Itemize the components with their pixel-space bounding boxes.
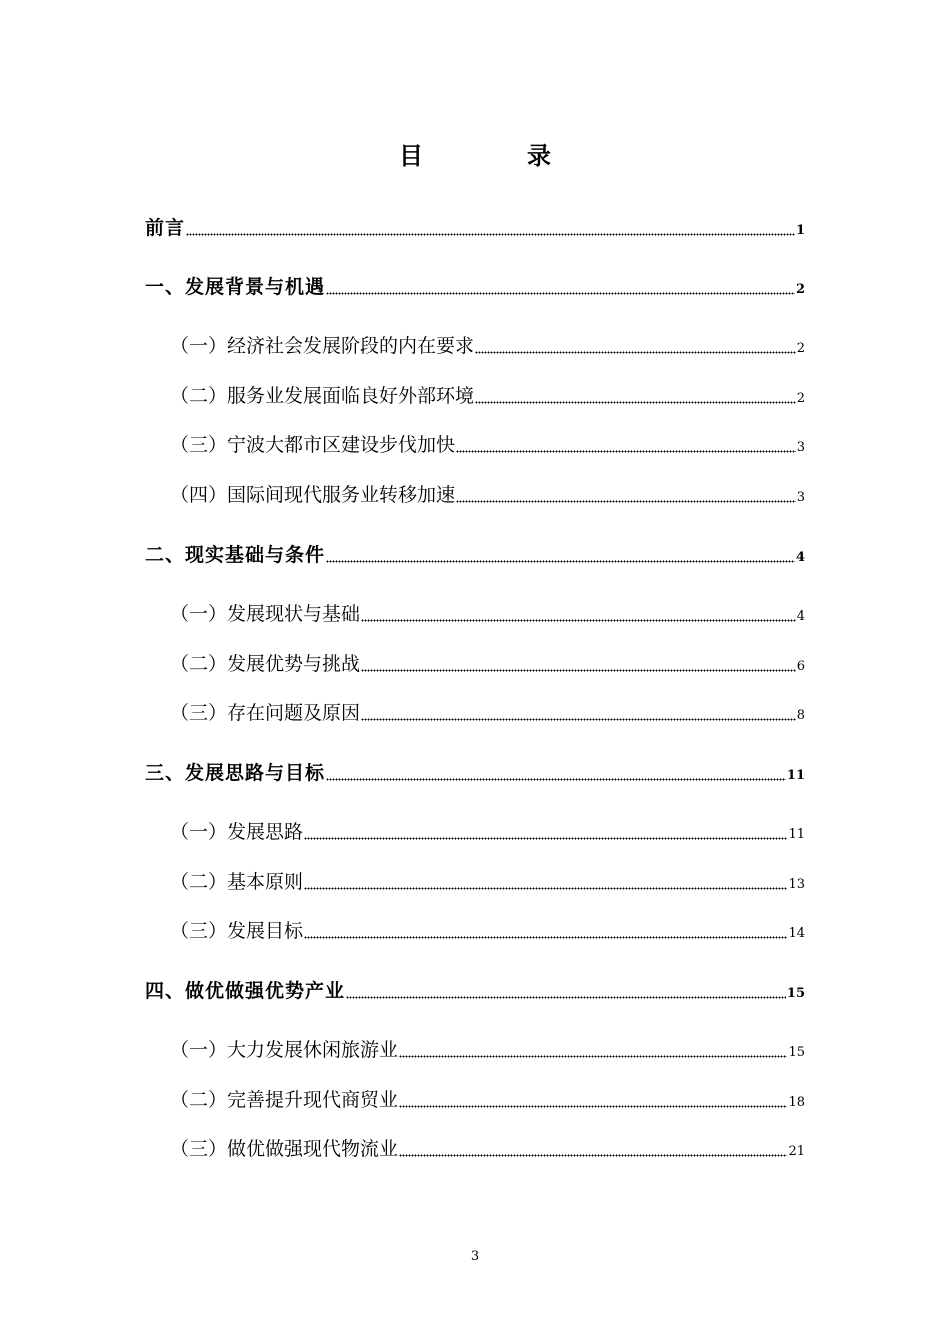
- leader-dots: [361, 658, 796, 672]
- toc-entry-page: 2: [796, 391, 805, 406]
- toc-entry-page: 3: [796, 440, 805, 455]
- toc-entry-page: 11: [788, 827, 805, 842]
- toc-entry[interactable]: [170, 328, 805, 358]
- toc-entry[interactable]: [170, 913, 805, 943]
- toc-entry-label: （一）发展思路: [170, 821, 304, 843]
- toc-entry-label: 一、发展背景与机遇: [145, 276, 326, 298]
- leader-dots: [326, 549, 795, 563]
- toc-entry[interactable]: [170, 596, 805, 626]
- toc-entry-label: 前言: [145, 217, 186, 239]
- leader-dots: [186, 222, 795, 236]
- toc-entry-label: （三）做优做强现代物流业: [170, 1138, 399, 1160]
- toc-entry[interactable]: [170, 864, 805, 894]
- leader-dots: [361, 707, 796, 721]
- leader-dots: [304, 925, 787, 939]
- toc-entry[interactable]: [170, 1082, 805, 1112]
- toc-entry-page: 1: [795, 223, 805, 238]
- toc-entry[interactable]: [145, 210, 805, 240]
- toc-entry[interactable]: [170, 378, 805, 408]
- leader-dots: [399, 1143, 787, 1157]
- toc-entry-label: 三、发展思路与目标: [145, 762, 326, 784]
- leader-dots: [304, 876, 787, 890]
- toc-entry-page: 8: [796, 708, 805, 723]
- toc-entry[interactable]: [170, 477, 805, 507]
- toc-entry-label: （一）大力发展休闲旅游业: [170, 1039, 399, 1061]
- toc-entry-label: 二、现实基础与条件: [145, 544, 326, 566]
- toc-title: 目 录: [399, 141, 591, 170]
- leader-dots: [346, 985, 786, 999]
- toc-entry[interactable]: [145, 755, 805, 785]
- toc-entry[interactable]: [170, 427, 805, 457]
- leader-dots: [456, 489, 796, 503]
- toc-entry[interactable]: [170, 1131, 805, 1161]
- toc-entry-page: 11: [786, 768, 805, 783]
- toc-entry-label: （一）经济社会发展阶段的内在要求: [170, 335, 475, 357]
- toc-entry-page: 6: [796, 659, 805, 674]
- leader-dots: [326, 281, 795, 295]
- toc-entry-label: （二）服务业发展面临良好外部环境: [170, 385, 475, 407]
- toc-entry[interactable]: [145, 269, 805, 299]
- toc-entry[interactable]: [145, 973, 805, 1003]
- toc-entry[interactable]: [170, 695, 805, 725]
- toc-entry-label: （二）基本原则: [170, 871, 304, 893]
- leader-dots: [399, 1044, 787, 1058]
- toc-entry-page: 4: [795, 550, 805, 565]
- toc-entry[interactable]: [170, 1032, 805, 1062]
- toc-entry[interactable]: [145, 537, 805, 567]
- toc-entry-label: 四、做优做强优势产业: [145, 980, 346, 1002]
- toc-entry-page: 15: [786, 986, 805, 1001]
- toc-entry-page: 2: [796, 341, 805, 356]
- toc-entry-label: （三）存在问题及原因: [170, 702, 361, 724]
- leader-dots: [361, 608, 796, 622]
- toc-entry-label: （四）国际间现代服务业转移加速: [170, 484, 456, 506]
- toc-entry-label: （二）完善提升现代商贸业: [170, 1089, 399, 1111]
- toc-entry[interactable]: [170, 814, 805, 844]
- toc-entry-label: （三）宁波大都市区建设步伐加快: [170, 434, 456, 456]
- toc-entry-page: 2: [795, 282, 805, 297]
- leader-dots: [304, 826, 787, 840]
- toc-entry-label: （一）发展现状与基础: [170, 603, 361, 625]
- leader-dots: [326, 767, 786, 781]
- toc-entry-page: 13: [788, 877, 805, 892]
- leader-dots: [399, 1094, 787, 1108]
- toc-entry-label: （二）发展优势与挑战: [170, 653, 361, 675]
- leader-dots: [475, 340, 796, 354]
- toc-entry-page: 14: [788, 926, 805, 941]
- toc-entry-page: 4: [796, 609, 805, 624]
- toc-entry-label: （三）发展目标: [170, 920, 304, 942]
- leader-dots: [456, 439, 796, 453]
- page-number-footer: 3: [470, 1249, 480, 1264]
- toc-entry-page: 3: [796, 490, 805, 505]
- leader-dots: [475, 390, 796, 404]
- toc-entry-page: 15: [788, 1045, 805, 1060]
- toc-entry[interactable]: [170, 646, 805, 676]
- toc-entry-page: 18: [788, 1095, 805, 1110]
- toc-entry-page: 21: [788, 1144, 805, 1159]
